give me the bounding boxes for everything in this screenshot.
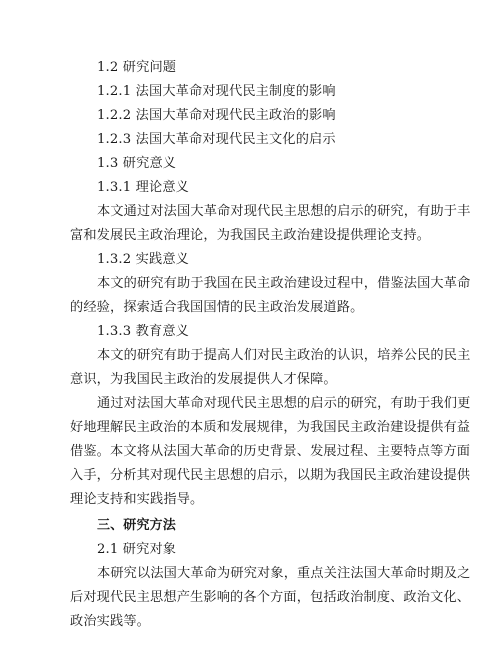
paragraph-summary-line-3: 借鉴。本文将从法国大革命的历史背景、发展过程、主要特点等方面 (70, 444, 471, 459)
section-heading-1-3: 1.3 研究意义 (97, 156, 177, 171)
section-heading-1-2: 1.2 研究问题 (97, 60, 177, 75)
paragraph-theory-line-1: 本文通过对法国大革命对现代民主思想的启示的研究，有助于丰 (97, 204, 471, 219)
paragraph-education-line-2: 意识，为我国民主政治的发展提供人才保障。 (70, 372, 337, 387)
subsection-heading-1-3-2: 1.3.2 实践意义 (97, 252, 189, 267)
paragraph-object-line-1: 本研究以法国大革命为研究对象，重点关注法国大革命时期及之 (97, 566, 471, 581)
chapter-heading-research-methods: 三、研究方法 (97, 518, 176, 533)
paragraph-object-line-2: 后对现代民主思想产生影响的各个方面，包括政治制度、政治文化、 (70, 590, 471, 605)
paragraph-summary-line-2: 好地理解民主政治的本质和发展规律，为我国民主政治建设提供有益 (70, 420, 471, 435)
subsection-heading-1-2-2: 1.2.2 法国大革命对现代民主政治的影响 (97, 108, 336, 123)
paragraph-practice-line-1: 本文的研究有助于我国在民主政治建设过程中，借鉴法国大革命 (97, 276, 471, 291)
subsection-heading-1-2-1: 1.2.1 法国大革命对现代民主制度的影响 (97, 84, 336, 99)
subsection-heading-1-3-1: 1.3.1 理论意义 (97, 180, 189, 195)
paragraph-object-line-3: 政治实践等。 (70, 614, 151, 629)
paragraph-summary-line-5: 理论支持和实践指导。 (70, 492, 204, 507)
subsection-heading-1-2-3: 1.2.3 法国大革命对现代民主文化的启示 (97, 132, 336, 147)
paragraph-summary-line-1: 通过对法国大革命对现代民主思想的启示的研究，有助于我们更 (97, 396, 471, 411)
paragraph-theory-line-2: 富和发展民主政治理论，为我国民主政治建设提供理论支持。 (70, 228, 431, 243)
section-heading-2-1: 2.1 研究对象 (97, 542, 177, 557)
subsection-heading-1-3-3: 1.3.3 教育意义 (97, 324, 189, 339)
paragraph-education-line-1: 本文的研究有助于提高人们对民主政治的认识，培养公民的民主 (97, 348, 471, 363)
paragraph-practice-line-2: 的经验，探索适合我国国情的民主政治发展道路。 (70, 300, 364, 315)
paragraph-summary-line-4: 入手，分析其对现代民主思想的启示，以期为我国民主政治建设提供 (70, 468, 471, 483)
